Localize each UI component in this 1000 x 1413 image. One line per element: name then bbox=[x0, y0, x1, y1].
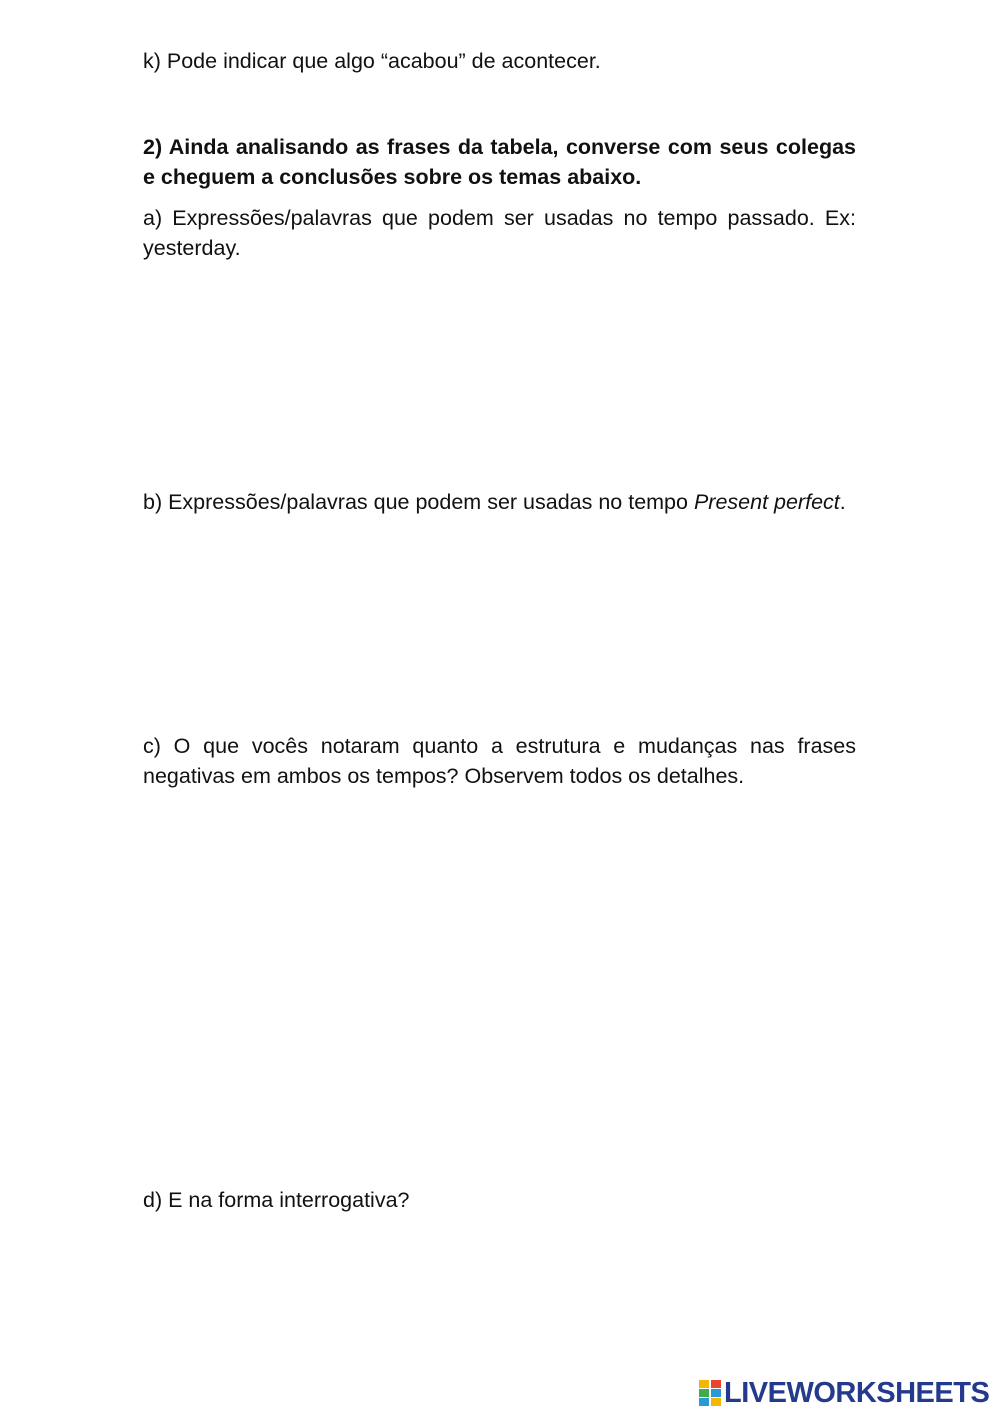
item-b bbox=[143, 487, 856, 517]
item-d: d) E na forma interrogativa? bbox=[143, 1188, 410, 1212]
liveworksheets-logo-text: LIVEWORKSHEETS bbox=[724, 1377, 990, 1409]
liveworksheets-logo-icon bbox=[698, 1379, 722, 1407]
item-k: k) Pode indicar que algo “acabou” de acontecer. bbox=[143, 49, 601, 73]
item-b-prefix: b) Expressões/palavras que podem ser usadas no tempo bbox=[143, 490, 694, 514]
item-c: c) O que vocês notaram quanto a estrutura e mudanças nas frases negativas em ambos os tempos? Observem todos os detalhes. bbox=[143, 734, 856, 788]
question-2-heading: 2) Ainda analisando as frases da tabela, converse com seus colegas e cheguem a conclusões sobre os temas abaixo. bbox=[143, 135, 856, 189]
liveworksheets-logo[interactable] bbox=[698, 1378, 989, 1408]
item-b-italic-term: Present perfect bbox=[693, 490, 840, 514]
item-b-suffix: . bbox=[839, 490, 846, 514]
item-a: a) Expressões/palavras que podem ser usadas no tempo passado. Ex: yesterday. bbox=[143, 206, 856, 260]
